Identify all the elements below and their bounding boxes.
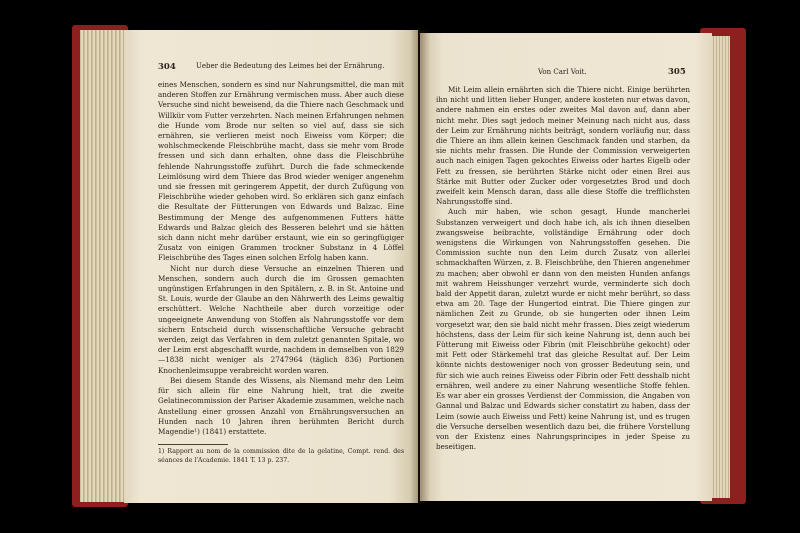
running-head-right: Von Carl Voit. <box>538 68 587 76</box>
left-footnote: 1) Rapport au nom de la commission dite de la gelatine, Compt. rend. des séances de l'Academie. 1841 T. 13 p. 237. <box>158 448 404 464</box>
left-paragraph-1: eines Menschen, sondern es sind nur Nahrungsmittel, die man mit anderen Stoffen zur Ernährung vermischen muss. Aber auch diese Versuche sind nicht beweisend, da die Thiere nach Geschmack und Willkür vom Futter verzehrten. Nach meinen Erfahrungen nehmen die Hunde vom Brode nur selten so viel auf, dass sie sich ernähren, sie verlieren meist noch Eiweiss vom Körper; die wohlschmeckende Fleischbrühe macht, dass sie mehr vom Brode fressen und sich dann erhalten, ohne dass die Fleischbrühe fehlende Nahrungsstoffe zuführt. Durch die fade schmeckende Leimlösung wird dem Thiere das Brod wieder weniger angenehm und sie fressen mit geringerem Appetit, der durch Zufügung von Fleischbrühe wieder gehoben wird. So erklären sich ganz einfach die Resultate der Fütterungen von Edwards und Balzac. Eine Bestimmung der Menge des aufgenommenen Futters hätte Edwards und Balzac gleich des Besseren belehrt und sie hätten sich dann nicht mehr darüber erstaunt, wie ein so geringfügiger Zusatz von einigen Grammen trockner Substanz in 4 Löffel Fleischbrühe des Tages einen solchen Erfolg haben kann. <box>158 80 404 263</box>
left-page <box>124 30 418 503</box>
left-body-text <box>158 80 404 437</box>
right-body-text <box>436 85 690 452</box>
page-number-right: 305 <box>668 67 686 77</box>
right-paragraph-2: Auch mir haben, wie schon gesagt, Hunde mancherlei Substanzen verweigert und doch habe ich, als ich ihnen dieselben zwangsweise beibrachte, vollständige Ernährung oder doch wenigstens die Wirkungen von Nahrungsstoffen gesehen. Die Commission suchte nun den Leim durch Zusatz von allerlei schmackhaften Würzen, z. B. Fleischbrühe, den Thieren angenehmer zu machen; aber obwohl er dann von den meisten Hunden anfangs mit wahrem Heisshunger verzehrt wurde, verminderte sich doch bald der Appetit daran, zuletzt wurde er nicht mehr berührt, so dass etwa am 20. Tage der Hungertod eintrat. Die Thiere gingen zur nämlichen Zeit zu Grunde, ob sie hungerten oder ihnen Leim vorgesetzt war, den sie bald nicht mehr frassen. Dies zeigt wiederum höchstens, dass der Leim für sich keine Nahrung ist, denn auch bei Fütterung mit Eiweiss oder Fibrin (mit Fleischbrühe gekocht) oder mit Fett oder Stärkemehl trat das gleiche Resultat auf. Der Leim könnte nichts destoweniger noch von grosser Bedeutung sein, und für sich wie auch reines Eiweiss oder Fibrin oder Fett desshalb nicht ernähren, weil andere zu einer Nahrung wesentliche Stoffe fehlen. Es war aber ein grosses Verdienst der Commission, die Angaben von Gannal und Balzac und Edwards sicher constatirt zu haben, dass der Leim (sowie auch Eiweiss und Fett) keine Nahrung ist, und es trugen die Versuche derselben wesentlich dazu bei, die frühere Vorstellung von der Existenz eines Nahrungsprincipes in jeder Speise zu beseitigen. <box>436 207 690 452</box>
running-head-left: Ueber die Bedeutung des Leimes bei der Ernährung. <box>196 62 385 70</box>
footnote-rule <box>158 444 228 445</box>
page-number-left: 304 <box>158 62 176 72</box>
right-page <box>420 33 712 501</box>
right-paragraph-1: Mit Leim allein ernährten sich die Thiere nicht. Einige berührten ihn nicht und litten lieber Hunger, andere kosteten nur etwas davon, andere nahmen ein erstes oder zweites Mal davon auf, dann aber nicht mehr. Dies sagt jedoch meiner Meinung nach nicht aus, dass der Leim zur Ernährung nichts beiträgt, sondern vorläufig nur, dass die Thiere an ihm allein keinen Geschmack fanden und starben, da sie nichts mehr frassen. Die Hunde der Commission verweigerten auch nach einigen Tagen gekochtes Eiweiss oder hartes Eigelb oder Fett zu fressen, sie berührten Stärke nicht oder einen Brei aus Stärke mit Butter oder Zucker oder vorgesetztes Brod und doch zweifelt kein Mensch daran, dass alle diese Stoffe die trefflichsten Nahrungsstoffe sind. <box>436 85 690 207</box>
book-gutter <box>410 30 430 503</box>
left-paragraph-3: Bei diesem Stande des Wissens, als Niemand mehr den Leim für sich allein für eine Nahrung hielt, trat die zweite Gelatinecommission der Pariser Akademie zusammen, welche nach Anstellung einer grossen Anzahl von Ernährungsversuchen an Hunden nach 10 Jahren ihren berühmten Bericht durch Magendie¹) (1841) erstattete. <box>158 375 404 436</box>
left-paragraph-2: Nicht nur durch diese Versuche an einzelnen Thieren und Menschen, sondern auch durch die im Grossen gemachten ungünstigen Erfahrungen in den Spitälern, z. B. in St. Antoine und St. Louis, wurde der Glaube an den Nährwerth des Leims gewaltig erschüttert. Welche Nachtheile aber durch vorzeitige oder ungeeignete Anwendung von Stoffen als Nahrungsstoffe vor dem sichern Entscheid durch wissenschaftliche Versuche gebracht werden, zeigt das Verfahren in dem zuletzt genannten Spitale, wo der Leim erst abgeschafft wurde, nachdem in demselben von 1829—1838 nicht weniger als 2747964 (täglich 836) Portionen Knochenleimsuppe verabreicht worden waren. <box>158 263 404 375</box>
page-edges-left <box>80 30 128 502</box>
